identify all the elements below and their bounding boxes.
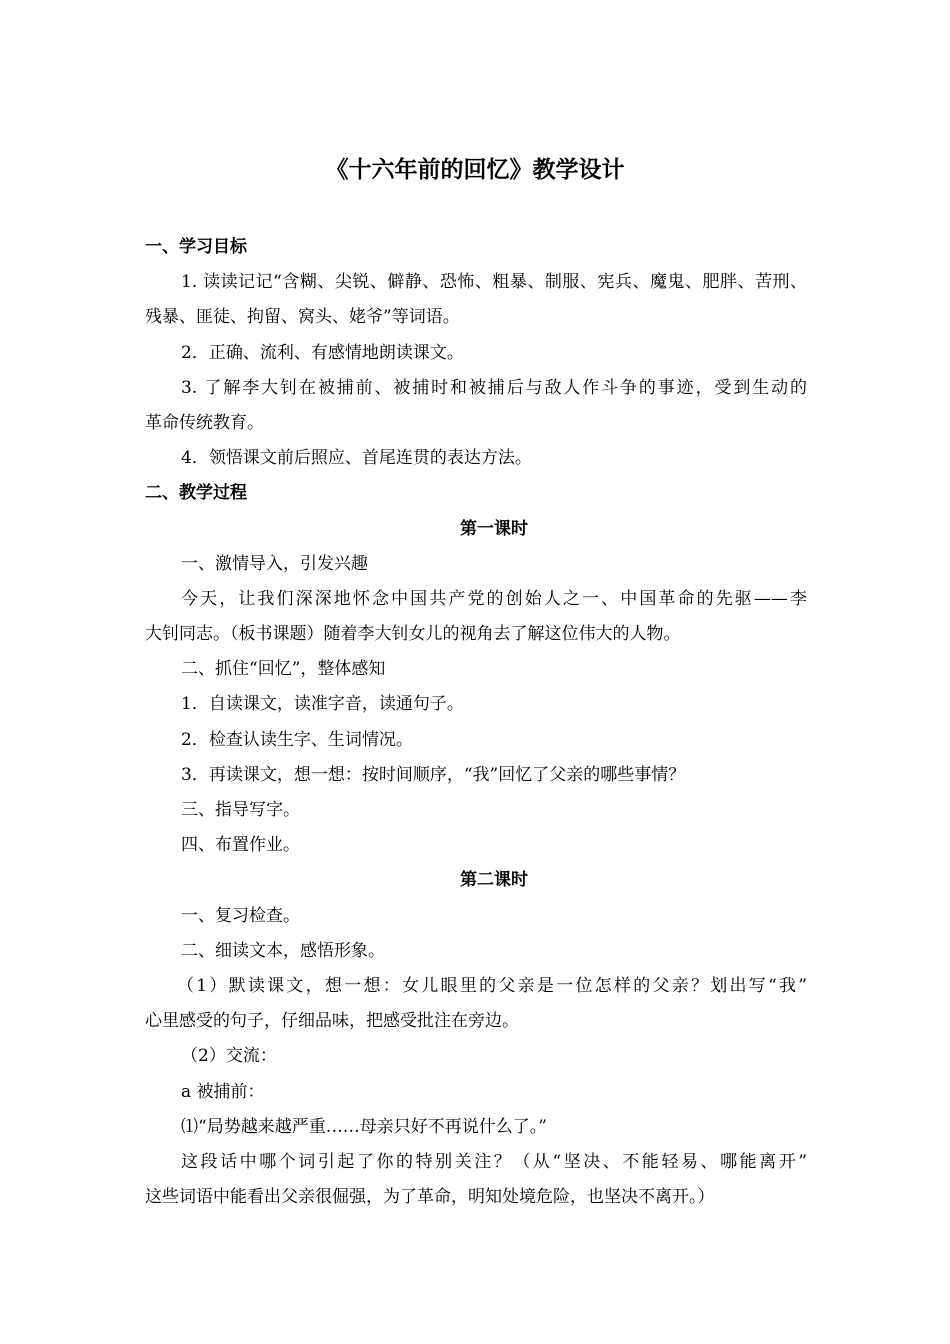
objective-3-line-2: 革命传统教育。 bbox=[145, 412, 264, 433]
lesson-1-sub-3: 3．再读课文，想一想：按时间顺序，“我”回忆了父亲的哪些事情？ bbox=[181, 764, 686, 785]
objective-1-line-2: 残暴、匪徒、拘留、窝头、姥爷”等词语。 bbox=[145, 307, 460, 328]
lesson-1-para-1-line-1: 今天，让我们深深地怀念中国共产党的创始人之一、中国革命的先驱——李 bbox=[181, 588, 807, 609]
lesson-1-step-3: 三、指导写字。 bbox=[181, 800, 300, 820]
document-body bbox=[145, 230, 807, 1215]
lesson-1-heading: 第一课时 bbox=[460, 518, 528, 539]
objective-3-line-1: 3. 了解李大钊在被捕前、被捕时和被捕后与敌人作斗争的事迹，受到生动的 bbox=[181, 377, 807, 398]
lesson-1-sub-2: 2．检查认读生字、生词情况。 bbox=[181, 729, 413, 750]
lesson-2-quote-1: ⑴“局势越来越严重……母亲只好不再说什么了。” bbox=[181, 1116, 547, 1137]
lesson-2-step-1: 一、复习检查。 bbox=[181, 905, 300, 926]
lesson-2-question-1-line-1: （1）默读课文，想一想：女儿眼里的父亲是一位怎样的父亲？划出写“我” bbox=[177, 975, 807, 996]
document-title: 《十六年前的回忆》教学设计 bbox=[325, 157, 625, 183]
objective-2: 2．正确、流利、有感情地朗读课文。 bbox=[181, 342, 464, 363]
lesson-2-discussion-line-2: 这些词语中能看出父亲很倔强，为了革命，明知处境危险，也坚决不离开。） bbox=[145, 1187, 715, 1208]
lesson-2-heading: 第二课时 bbox=[460, 870, 528, 891]
lesson-1-step-1: 一、激情导入，引发兴趣 bbox=[181, 553, 368, 574]
section-heading-objectives: 一、学习目标 bbox=[145, 237, 247, 257]
lesson-1-para-1-line-2: 大钊同志。（板书课题）随着李大钊女儿的视角去了解这位伟大的人物。 bbox=[145, 624, 681, 645]
lesson-2-before-arrest-label: a 被捕前： bbox=[181, 1081, 265, 1102]
objective-1-line-1: 1. 读读记记“含糊、尖锐、僻静、恐怖、粗暴、制服、宪兵、魔鬼、肥胖、苦刑、 bbox=[181, 272, 807, 293]
lesson-2-question-1-line-2: 心里感受的句子，仔细品味，把感受批注在旁边。 bbox=[145, 1011, 519, 1032]
lesson-2-question-2: （2）交流： bbox=[181, 1046, 277, 1067]
lesson-2-discussion-line-1: 这段话中哪个词引起了你的特别关注？（从“坚决、不能轻易、哪能离开” bbox=[181, 1151, 807, 1172]
objective-4: 4．领悟课文前后照应、首尾连贯的表达方法。 bbox=[181, 448, 532, 469]
section-heading-process: 二、教学过程 bbox=[145, 483, 247, 504]
lesson-1-step-4: 四、布置作业。 bbox=[181, 835, 300, 856]
lesson-1-sub-1: 1．自读课文，读准字音，读通句子。 bbox=[181, 694, 464, 715]
lesson-2-step-2: 二、细读文本，感悟形象。 bbox=[181, 940, 385, 961]
lesson-1-step-2: 二、抓住“回忆”，整体感知 bbox=[181, 659, 386, 680]
